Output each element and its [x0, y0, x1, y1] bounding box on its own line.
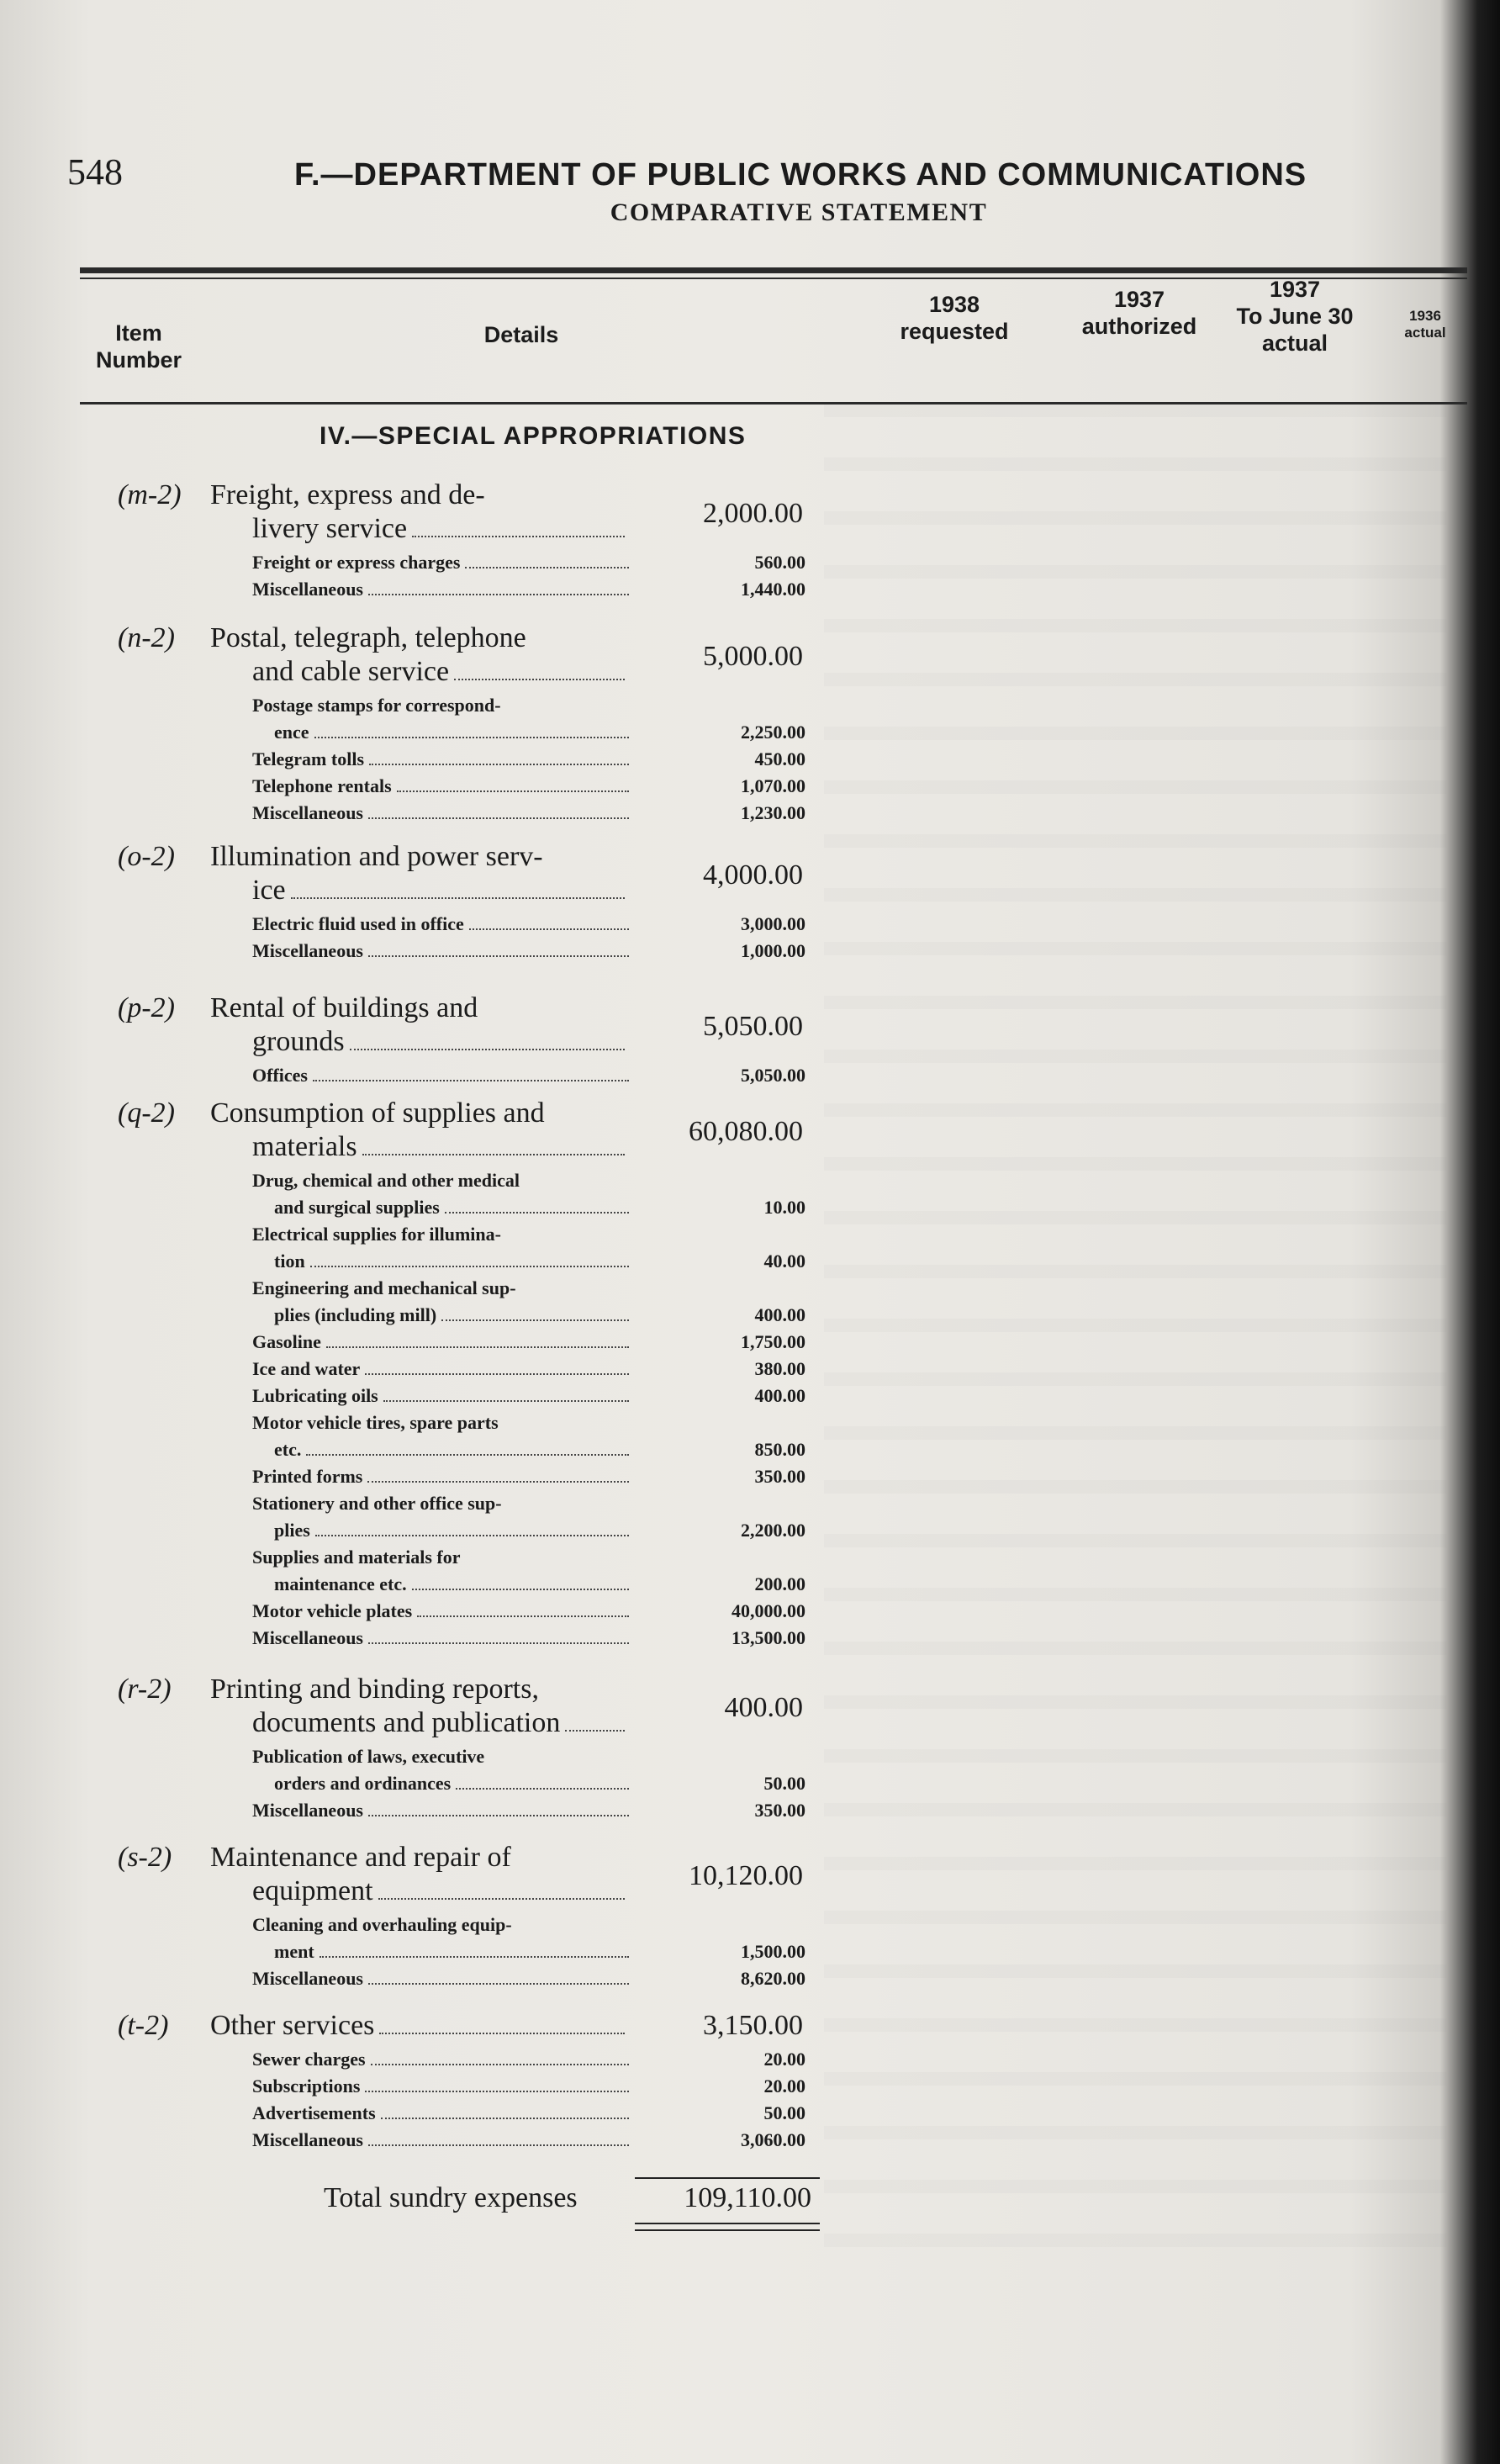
sub-item-amount: 400.00 [754, 1385, 805, 1406]
total-rule-double-1 [635, 2223, 820, 2224]
item-title [210, 1674, 539, 1705]
item-code: (p-2) [118, 992, 175, 1023]
item-title [210, 479, 485, 511]
leader-dots [368, 817, 629, 819]
column-label: Item [115, 320, 162, 346]
sub-item-amount: 1,500.00 [741, 1941, 805, 1962]
leader-dots [368, 594, 629, 595]
column-label: actual [1261, 330, 1328, 356]
sub-item-amount: 1,440.00 [741, 579, 805, 600]
item-title-text: Freight, express and de- [210, 479, 485, 510]
item-code: (o-2) [118, 841, 175, 872]
sub-item-text: Miscellaneous [252, 1800, 363, 1821]
item-code: (n-2) [118, 622, 175, 653]
leader-dots [315, 1535, 629, 1536]
column-label: authorized [1081, 314, 1197, 339]
sub-item-text: Gasoline [252, 1331, 321, 1352]
sub-item-label [252, 1968, 629, 1990]
sub-item-label [274, 722, 629, 743]
sub-item-amount: 2,250.00 [741, 722, 805, 743]
item-amount: 3,150.00 [703, 2010, 803, 2041]
sub-item-amount: 3,060.00 [741, 2129, 805, 2150]
sub-item-text: Miscellaneous [252, 2129, 363, 2150]
sub-item-label [252, 913, 629, 935]
item-amount: 5,050.00 [703, 1011, 803, 1042]
sub-item-label [274, 1941, 629, 1963]
sub-item-label [252, 2129, 629, 2151]
item-title [210, 1097, 545, 1129]
item-title-text: Consumption of supplies and [210, 1097, 545, 1129]
sub-item-amount: 1,000.00 [741, 940, 805, 961]
sub-item-text: Cleaning and overhauling equip- [252, 1914, 512, 1935]
column-label: To June 30 [1236, 304, 1354, 329]
sub-item-label [274, 1573, 629, 1595]
leader-dots [320, 1956, 629, 1958]
item-title-text: Postal, telegraph, telephone [210, 622, 526, 653]
sub-item-text: Miscellaneous [252, 1968, 363, 1989]
sub-item-label [252, 2075, 629, 2097]
column-item-number [84, 320, 193, 373]
sub-item-amount: 200.00 [754, 1573, 805, 1594]
item-title-text: Illumination and power serv- [210, 841, 543, 872]
page-number: 548 [67, 151, 123, 193]
item-title [210, 1842, 511, 1874]
sub-item-text: plies (including mill) [274, 1304, 437, 1325]
leader-dots [368, 1815, 629, 1816]
sub-item-text: Electrical supplies for illumina- [252, 1224, 501, 1245]
sub-item-amount: 850.00 [754, 1439, 805, 1460]
item-code: (r-2) [118, 1674, 172, 1705]
item-amount: 5,000.00 [703, 641, 803, 672]
sub-item-amount: 3,000.00 [741, 913, 805, 934]
sub-item-text: etc. [274, 1439, 302, 1460]
sub-item-label [274, 1773, 629, 1795]
item-title [210, 622, 526, 654]
column-details: Details [483, 322, 559, 347]
sub-item-amount: 8,620.00 [741, 1968, 805, 1989]
sub-item-text: Drug, chemical and other medical [252, 1170, 520, 1191]
sub-item-label [252, 802, 629, 824]
sub-item-label [252, 1358, 629, 1380]
column-label: actual [1404, 325, 1446, 341]
total-rule-top [635, 2177, 820, 2179]
sub-item-amount: 400.00 [754, 1304, 805, 1325]
sub-item-label [252, 1800, 629, 1822]
sub-item-text: plies [274, 1520, 310, 1541]
total-label: Total sundry expenses [324, 2182, 578, 2213]
sub-item-text: ment [274, 1941, 314, 1962]
sub-item-text: Telegram tolls [252, 748, 364, 769]
sub-item-label [274, 1251, 629, 1272]
leader-dots [314, 737, 629, 738]
statement-subtitle: COMPARATIVE STATEMENT [610, 198, 988, 226]
item-title [210, 992, 478, 1024]
leader-dots [469, 928, 629, 930]
item-title [252, 513, 625, 545]
sub-item-amount: 5,050.00 [741, 1065, 805, 1086]
sub-item-label [252, 552, 629, 574]
leader-dots [417, 1615, 629, 1617]
leader-dots [456, 1788, 629, 1790]
sub-item-amount: 350.00 [754, 1800, 805, 1821]
item-amount: 60,080.00 [689, 1116, 803, 1147]
sub-item-label [252, 1547, 461, 1568]
sub-item-text: Ice and water [252, 1358, 361, 1379]
sub-item-text: Electric fluid used in office [252, 913, 464, 934]
sub-item-text: Stationery and other office sup- [252, 1493, 502, 1514]
sub-item-label [274, 1304, 629, 1326]
leader-dots [412, 536, 625, 537]
leader-dots [310, 1266, 629, 1267]
sub-item-label [252, 1493, 502, 1515]
sub-item-amount: 1,070.00 [741, 775, 805, 796]
sub-item-text: Supplies and materials for [252, 1547, 461, 1568]
sub-item-text: Freight or express charges [252, 552, 461, 573]
sub-item-amount: 450.00 [754, 748, 805, 769]
sub-item-text: ence [274, 722, 309, 743]
item-title-text: documents and publication [252, 1707, 561, 1738]
column-1937-actual [1219, 276, 1371, 357]
leader-dots [368, 2144, 629, 2146]
sub-item-amount: 380.00 [754, 1358, 805, 1379]
sub-item-text: Miscellaneous [252, 579, 363, 600]
sub-item-amount: 350.00 [754, 1466, 805, 1487]
sub-item-text: Sewer charges [252, 2049, 366, 2070]
sub-item-label [252, 1600, 629, 1622]
sub-item-text: Engineering and mechanical sup- [252, 1277, 516, 1298]
leader-dots [441, 1319, 629, 1321]
leader-dots [368, 1983, 629, 1985]
item-amount: 400.00 [724, 1692, 803, 1723]
sub-item-text: Advertisements [252, 2102, 376, 2123]
page-header [67, 118, 1379, 193]
leader-dots [383, 1400, 629, 1402]
sub-item-text: tion [274, 1251, 305, 1272]
leader-dots [369, 764, 629, 765]
leader-dots [291, 897, 625, 899]
sub-item-amount: 2,200.00 [741, 1520, 805, 1541]
sub-item-label [252, 748, 629, 770]
leader-dots [454, 679, 625, 680]
item-title [252, 1707, 625, 1739]
sub-item-text: and surgical supplies [274, 1197, 440, 1218]
sub-item-label [274, 1520, 629, 1541]
total-rule-double-2 [635, 2229, 820, 2231]
sub-item-label [252, 1746, 484, 1768]
item-title [210, 841, 543, 873]
sub-item-text: Offices [252, 1065, 308, 1086]
column-label: 1937 [1113, 287, 1165, 312]
item-title [252, 1875, 625, 1907]
bleed-through-text [824, 404, 1446, 2254]
leader-dots [350, 1049, 625, 1050]
sub-item-label [252, 695, 501, 716]
sub-item-label [252, 1385, 629, 1407]
sub-item-amount: 50.00 [763, 1773, 805, 1794]
leader-dots [397, 790, 629, 792]
column-label: 1936 [1409, 308, 1441, 324]
sub-item-amount: 13,500.00 [732, 1627, 805, 1648]
column-label: requested [900, 319, 1009, 344]
leader-dots [371, 2064, 629, 2065]
item-title-text: Rental of buildings and [210, 992, 478, 1023]
leader-dots [565, 1730, 625, 1732]
item-code: (s-2) [118, 1842, 172, 1873]
leader-dots [306, 1454, 629, 1456]
sub-item-label [252, 1466, 629, 1488]
sub-item-text: Printed forms [252, 1466, 363, 1487]
sub-item-label [252, 1627, 629, 1649]
sub-item-label [252, 775, 629, 797]
header-rule-thick [80, 267, 1467, 273]
item-code: (t-2) [118, 2010, 169, 2041]
total-amount: 109,110.00 [684, 2182, 811, 2213]
item-amount: 4,000.00 [703, 859, 803, 891]
item-title [252, 875, 625, 907]
leader-dots [381, 2118, 629, 2119]
sub-item-amount: 20.00 [763, 2049, 805, 2070]
item-title [252, 656, 625, 688]
sub-item-label [252, 1065, 629, 1087]
column-1938-requested [870, 291, 1038, 345]
section-title: IV.—SPECIAL APPROPRIATIONS [320, 422, 747, 450]
sub-item-text: Miscellaneous [252, 940, 363, 961]
column-header-rule [80, 402, 1467, 404]
sub-item-amount: 1,750.00 [741, 1331, 805, 1352]
item-title-text: grounds [252, 1026, 345, 1057]
sub-item-label [252, 1331, 629, 1353]
sub-item-label [252, 1277, 516, 1299]
column-1936-actual [1396, 308, 1455, 341]
leader-dots [362, 1154, 625, 1155]
column-label: 1938 [928, 292, 980, 317]
leader-dots [365, 2091, 629, 2092]
sub-item-text: Subscriptions [252, 2075, 361, 2097]
sub-item-label [252, 1170, 520, 1192]
item-title [210, 2010, 625, 2042]
sub-item-amount: 40.00 [763, 1251, 805, 1272]
sub-item-text: Telephone rentals [252, 775, 392, 796]
sub-item-label [252, 1224, 501, 1245]
sub-item-label [252, 940, 629, 962]
sub-item-text: Miscellaneous [252, 802, 363, 823]
sub-item-label [274, 1439, 629, 1461]
leader-dots [326, 1346, 629, 1348]
sub-item-label [252, 579, 629, 600]
leader-dots [367, 1481, 629, 1483]
sub-item-text: Motor vehicle plates [252, 1600, 413, 1621]
column-1937-authorized [1055, 286, 1223, 340]
sub-item-text: maintenance etc. [274, 1573, 407, 1594]
leader-dots [465, 567, 629, 568]
leader-dots [379, 2033, 625, 2034]
sub-item-amount: 560.00 [754, 552, 805, 573]
sub-item-amount: 1,230.00 [741, 802, 805, 823]
item-amount: 10,120.00 [689, 1860, 803, 1891]
leader-dots [365, 1373, 629, 1375]
item-title-text: and cable service [252, 656, 450, 687]
item-title-text: ice [252, 875, 286, 906]
sub-item-amount: 50.00 [763, 2102, 805, 2123]
sub-item-text: Publication of laws, executive [252, 1746, 485, 1767]
leader-dots [445, 1212, 629, 1213]
sub-item-amount: 40,000.00 [732, 1600, 805, 1621]
sub-item-label [252, 2049, 629, 2070]
leader-dots [412, 1589, 629, 1590]
item-title-text: equipment [252, 1875, 373, 1906]
sub-item-label [252, 1412, 499, 1434]
sub-item-label [274, 1197, 629, 1219]
sub-item-label [252, 1914, 512, 1936]
sub-item-amount: 10.00 [763, 1197, 805, 1218]
sub-item-text: orders and ordinances [274, 1773, 452, 1794]
column-label: Number [95, 347, 182, 373]
leader-dots [368, 1642, 629, 1644]
item-title-text: Maintenance and repair of [210, 1842, 511, 1873]
sub-item-label [252, 2102, 629, 2124]
sub-item-amount: 20.00 [763, 2075, 805, 2097]
sub-item-text: Motor vehicle tires, spare parts [252, 1412, 499, 1433]
item-title-text: materials [252, 1131, 357, 1162]
item-code: (q-2) [118, 1097, 175, 1129]
item-code: (m-2) [118, 479, 182, 510]
item-amount: 2,000.00 [703, 498, 803, 529]
sub-item-text: Miscellaneous [252, 1627, 363, 1648]
department-title: F.—DEPARTMENT OF PUBLIC WORKS AND COMMUNICATIONS [294, 157, 1307, 193]
leader-dots [313, 1080, 629, 1081]
item-title-text: livery service [252, 513, 408, 544]
item-title [252, 1131, 625, 1163]
leader-dots [378, 1898, 625, 1900]
item-title-text: Other services [210, 2010, 375, 2041]
item-title [252, 1026, 625, 1058]
item-title-text: Printing and binding reports, [210, 1674, 539, 1705]
leader-dots [368, 955, 629, 957]
sub-item-text: Postage stamps for correspond- [252, 695, 501, 716]
column-label: 1937 [1269, 277, 1321, 302]
sub-item-text: Lubricating oils [252, 1385, 378, 1406]
